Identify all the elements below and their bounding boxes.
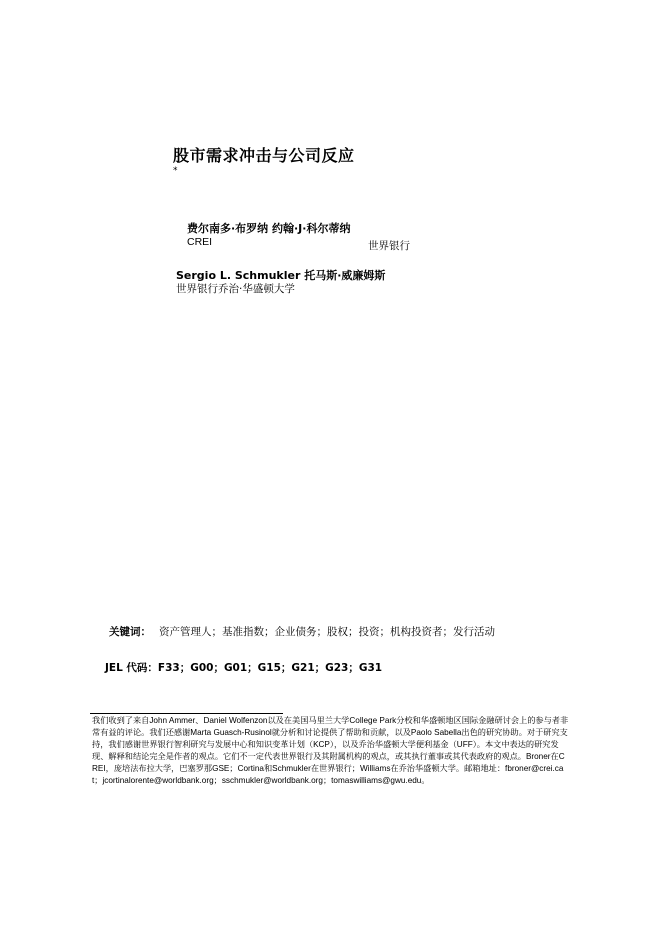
affiliation-crei: CREI xyxy=(187,236,213,248)
affiliation-line-2: 世界银行乔治·华盛顿大学 xyxy=(176,283,295,295)
jel-codes: JEL 代码：F33；G00；G01；G15；G21；G23；G31 xyxy=(105,662,383,674)
keywords-label: 关键词： xyxy=(109,626,151,638)
keywords-text: 资产管理人；基准指数；企业债务；股权；投资；机构投资者；发行活动 xyxy=(159,626,495,638)
footnote: 我们收到了来自John Ammer、Daniel Wolfenzon以及在美国马里兰大学College Park分校和华盛顿地区国际金融研讨会上的参与者非常有益的评论。我们还感谢Marta Guasch-Rusinol就分析和讨论提供了帮助和贡献，以及Paolo Sabella出色的研究协助。对于研究支持，我们感谢世界银行智利研究与发展中心和知识变革计划（KCP），以及乔治华盛顿大学便利基金（UFF）。本文中表达的研究发现、解释和结论完全是作者的观点。它们不一定代表世界银行及其附属机构的观点，或其执行董事或其代表政府的观点。Broner在CREI，庞培法布拉大学，巴塞罗那GSE；Cortina和Schmukler在世界银行；Williams在乔治华盛顿大学。邮箱地址：fbroner@crei.cat；jcortinalorente@worldbank.org；sschmukler@worldbank.org；tomaswilliams@gwu.edu。 xyxy=(92,716,569,785)
keywords-line xyxy=(109,624,495,639)
author-line-1: 费尔南多·布罗纳 约翰·J·科尔蒂纳 xyxy=(187,222,351,235)
footnote-divider xyxy=(90,713,283,714)
title-footnote-marker: * xyxy=(173,166,178,176)
author-line-2: Sergio L. Schmukler 托马斯·威廉姆斯 xyxy=(176,269,386,282)
affiliation-world-bank: 世界银行 xyxy=(368,240,410,252)
paper-title: 股市需求冲击与公司反应 xyxy=(173,146,355,165)
